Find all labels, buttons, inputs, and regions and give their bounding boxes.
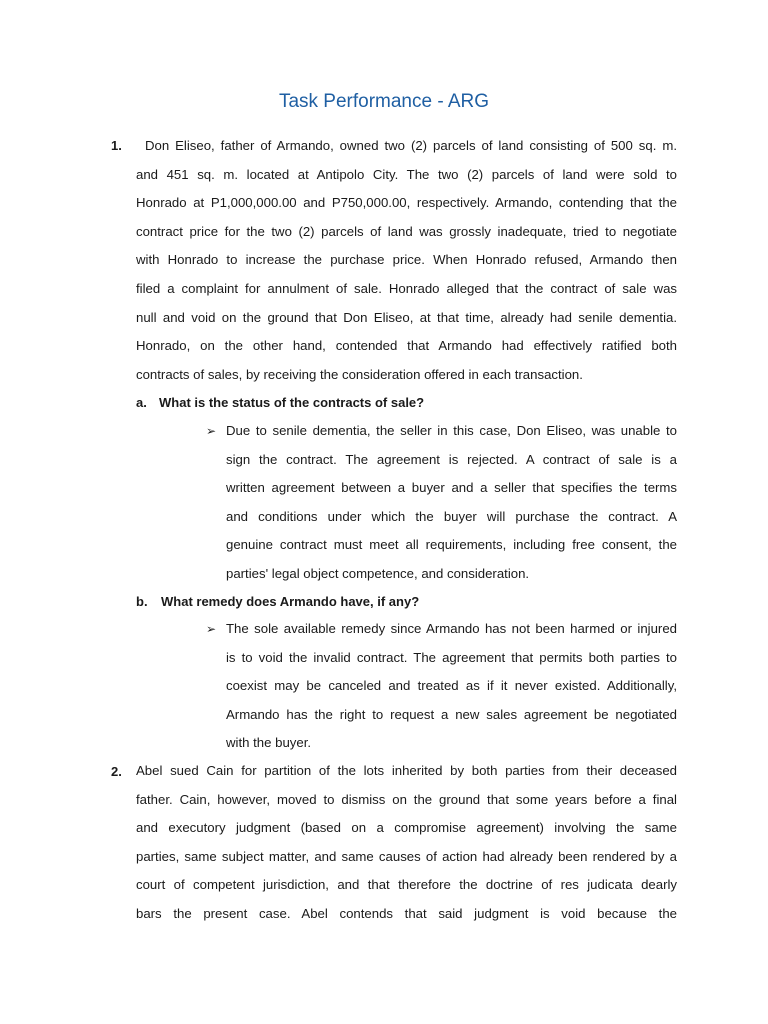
answer-a-text (226, 417, 677, 589)
question-1-line: Honrado at P1,000,000.00 and P750,000.00, respectively. Armando, contending that the (136, 195, 677, 211)
question-2-line: father. Cain, however, moved to dismiss on the ground that some years before a final (136, 791, 677, 807)
question-2-line: and executory judgment (based on a compromise agreement) involving the same (136, 820, 677, 836)
question-2-number: 2. (111, 764, 122, 779)
answer-a-line: parties' legal object competence, and consideration. (226, 565, 530, 581)
answer-b-text (226, 615, 677, 758)
answer-a-line: Due to senile dementia, the seller in this case, Don Eliseo, was unable to (226, 423, 677, 438)
arrow-bullet-icon: ➢ (206, 424, 217, 438)
question-1-line: filed a complaint for annulment of sale. Honrado alleged that the contract of sale was (136, 280, 677, 296)
answer-a-line: written agreement between a buyer and a seller that specifies the terms (226, 480, 677, 496)
question-1-line: Don Eliseo, father of Armando, owned two (2) parcels of land consisting of 500 sq. m. (145, 138, 677, 153)
answer-b-line: with the buyer. (226, 735, 312, 751)
question-1-line: and 451 sq. m. located at Antipolo City. The two (2) parcels of land were sold to (136, 166, 677, 182)
subquestion-b-label: b. (136, 594, 148, 609)
answer-b-line: is to void the invalid contract. The agreement that permits both parties to (226, 649, 677, 665)
question-2-line: parties, same subject matter, and same causes of action had already been rendered by a (136, 848, 677, 864)
page-title: Task Performance - ARG (278, 91, 490, 112)
arrow-bullet-icon: ➢ (206, 622, 217, 636)
question-1-line: null and void on the ground that Don Eliseo, at that time, already had senile dementia. (136, 309, 677, 325)
question-2-text (136, 757, 677, 929)
answer-b-line: coexist may be canceled and treated as if it never existed. Additionally, (226, 678, 677, 694)
answer-a-line: and conditions under which the buyer will purchase the contract. A (226, 508, 677, 524)
question-2-line: Abel sued Cain for partition of the lots inherited by both parties from their deceased (136, 763, 677, 778)
question-1-line: contract price for the two (2) parcels of land was grossly inadequate, tried to negotiate (136, 223, 677, 239)
subquestion-b-text: What remedy does Armando have, if any? (161, 594, 420, 609)
question-1-text (136, 132, 677, 389)
answer-b-line: The sole available remedy since Armando has not been harmed or injured (226, 621, 677, 636)
question-1-line: Honrado, on the other hand, contended that Armando had effectively ratified both (136, 338, 677, 354)
subquestion-a-text: What is the status of the contracts of sale? (159, 395, 425, 410)
answer-b-line: Armando has the right to request a new sales agreement be negotiated (226, 706, 677, 722)
subquestion-a-label: a. (136, 395, 147, 410)
question-2-line: bars the present case. Abel contends that said judgment is void because the (136, 905, 677, 921)
question-1-line: contracts of sales, by receiving the consideration offered in each transaction. (136, 366, 583, 382)
answer-a-line: sign the contract. The agreement is rejected. A contract of sale is a (226, 451, 677, 467)
question-1-line: with Honrado to increase the purchase price. When Honrado refused, Armando then (136, 252, 677, 268)
question-2-line: court of competent jurisdiction, and that therefore the doctrine of res judicata dearly (136, 877, 677, 893)
question-1-number: 1. (111, 138, 122, 153)
answer-a-line: genuine contract must meet all requirements, including free consent, the (226, 537, 677, 553)
